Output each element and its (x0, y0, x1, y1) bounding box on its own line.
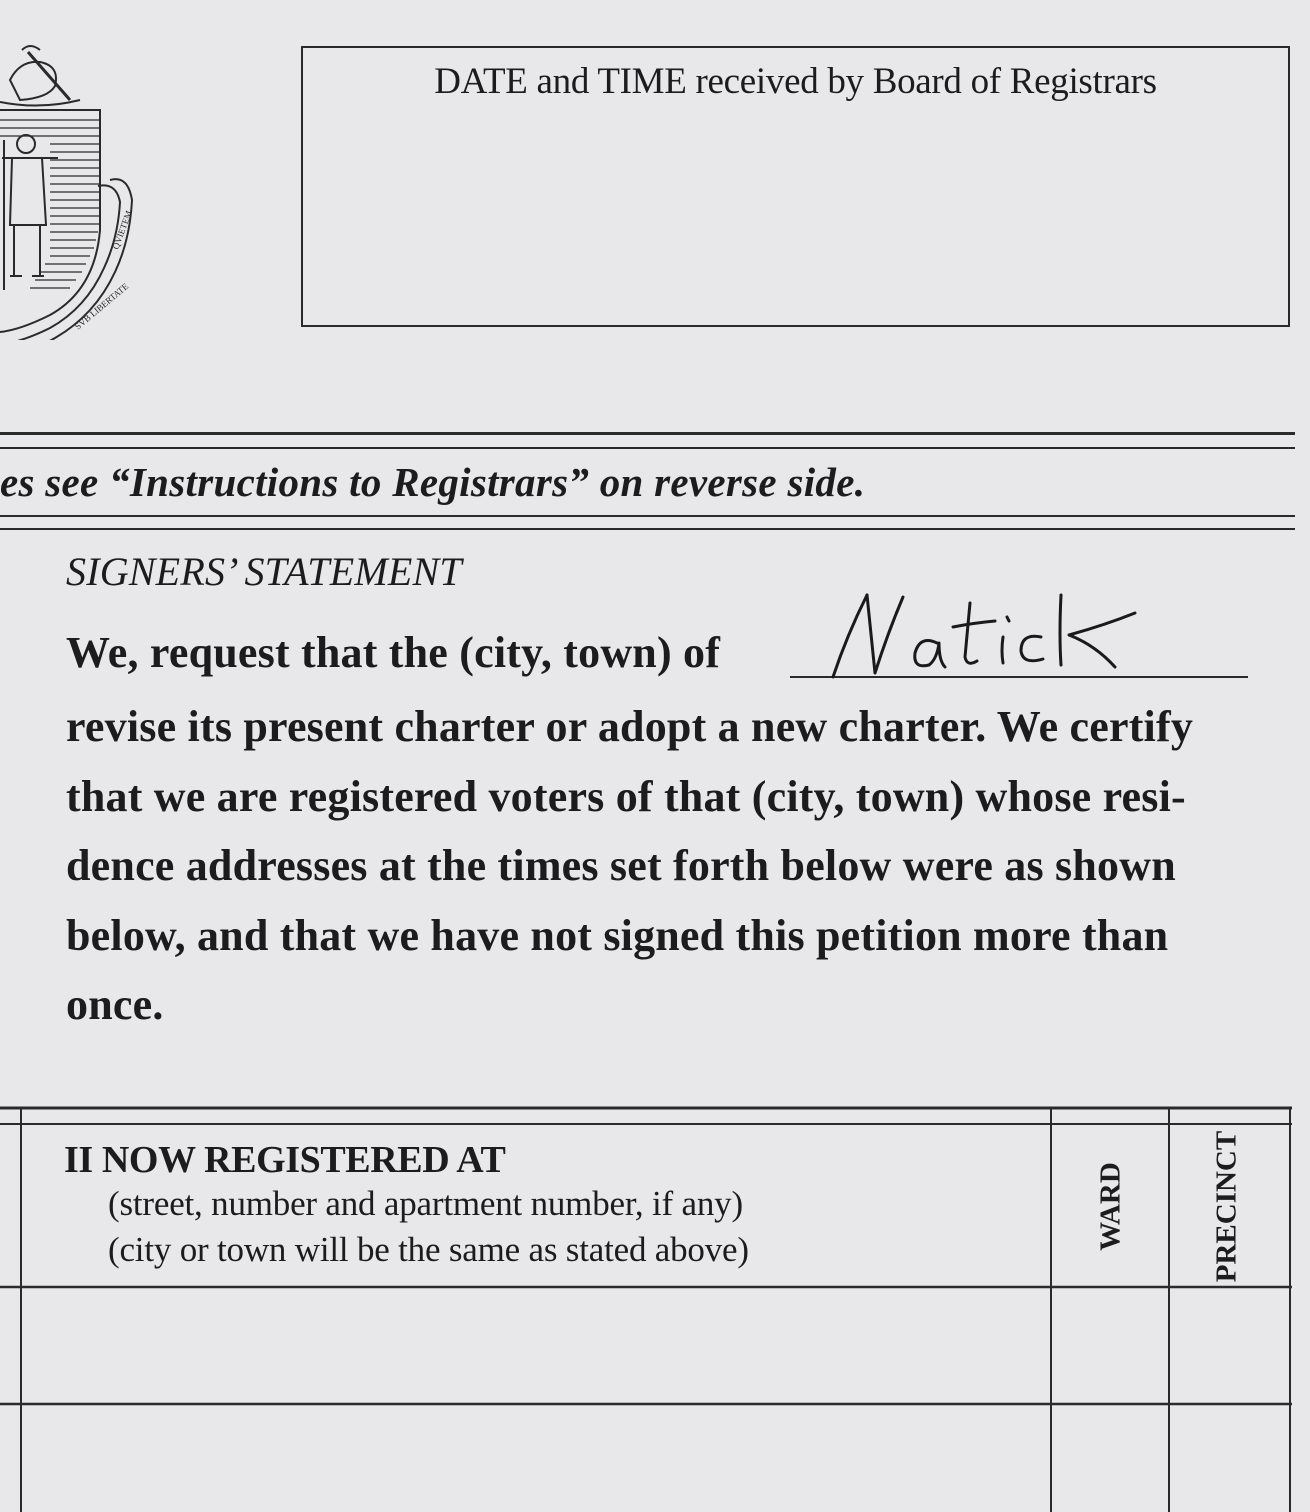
commonwealth-seal (0, 40, 150, 340)
statement-first-line: We, request that the (city, town) of (66, 628, 721, 677)
statement-line: dence addresses at the times set forth below were as shown (66, 841, 1176, 890)
statement-line: revise its present charter or adopt a new charter. We certify (66, 702, 1194, 751)
statement-line: below, and that we have not signed this petition more than (66, 910, 1169, 960)
seal-motto-left: SVB LIBERTATE (72, 281, 131, 332)
signature-table (0, 1106, 1292, 1512)
column-header-subtitle: (street, number and apartment number, if any) (108, 1184, 743, 1223)
statement-body (66, 692, 1296, 1040)
divider-rule (0, 432, 1295, 435)
table-row[interactable] (22, 1406, 1290, 1512)
registrar-stamp-box (301, 46, 1290, 327)
column-header-precinct: PRECINCT (1210, 1130, 1243, 1283)
divider-rule (0, 447, 1295, 449)
statement-line: once. (66, 980, 164, 1029)
table-row[interactable] (22, 1289, 1290, 1403)
column-header-subtitle: (city or town will be the same as stated above) (108, 1230, 749, 1269)
statement-heading: SIGNERS’ STATEMENT (66, 549, 462, 594)
stamp-box-label: DATE and TIME received by Board of Registrars (434, 61, 1157, 102)
seal-motto-right: QVIETEM (110, 209, 134, 251)
instructions-note: es see “Instructions to Registrars” on reverse side. (0, 459, 866, 505)
column-header-now-registered: II NOW REGISTERED AT (64, 1139, 506, 1181)
divider-rule (0, 515, 1295, 517)
handwritten-town-name (825, 585, 1155, 685)
statement-line: that we are registered voters of that (city, town) whose resi- (66, 771, 1186, 821)
column-header-ward: WARD (1094, 1162, 1127, 1251)
divider-rule (0, 528, 1295, 530)
